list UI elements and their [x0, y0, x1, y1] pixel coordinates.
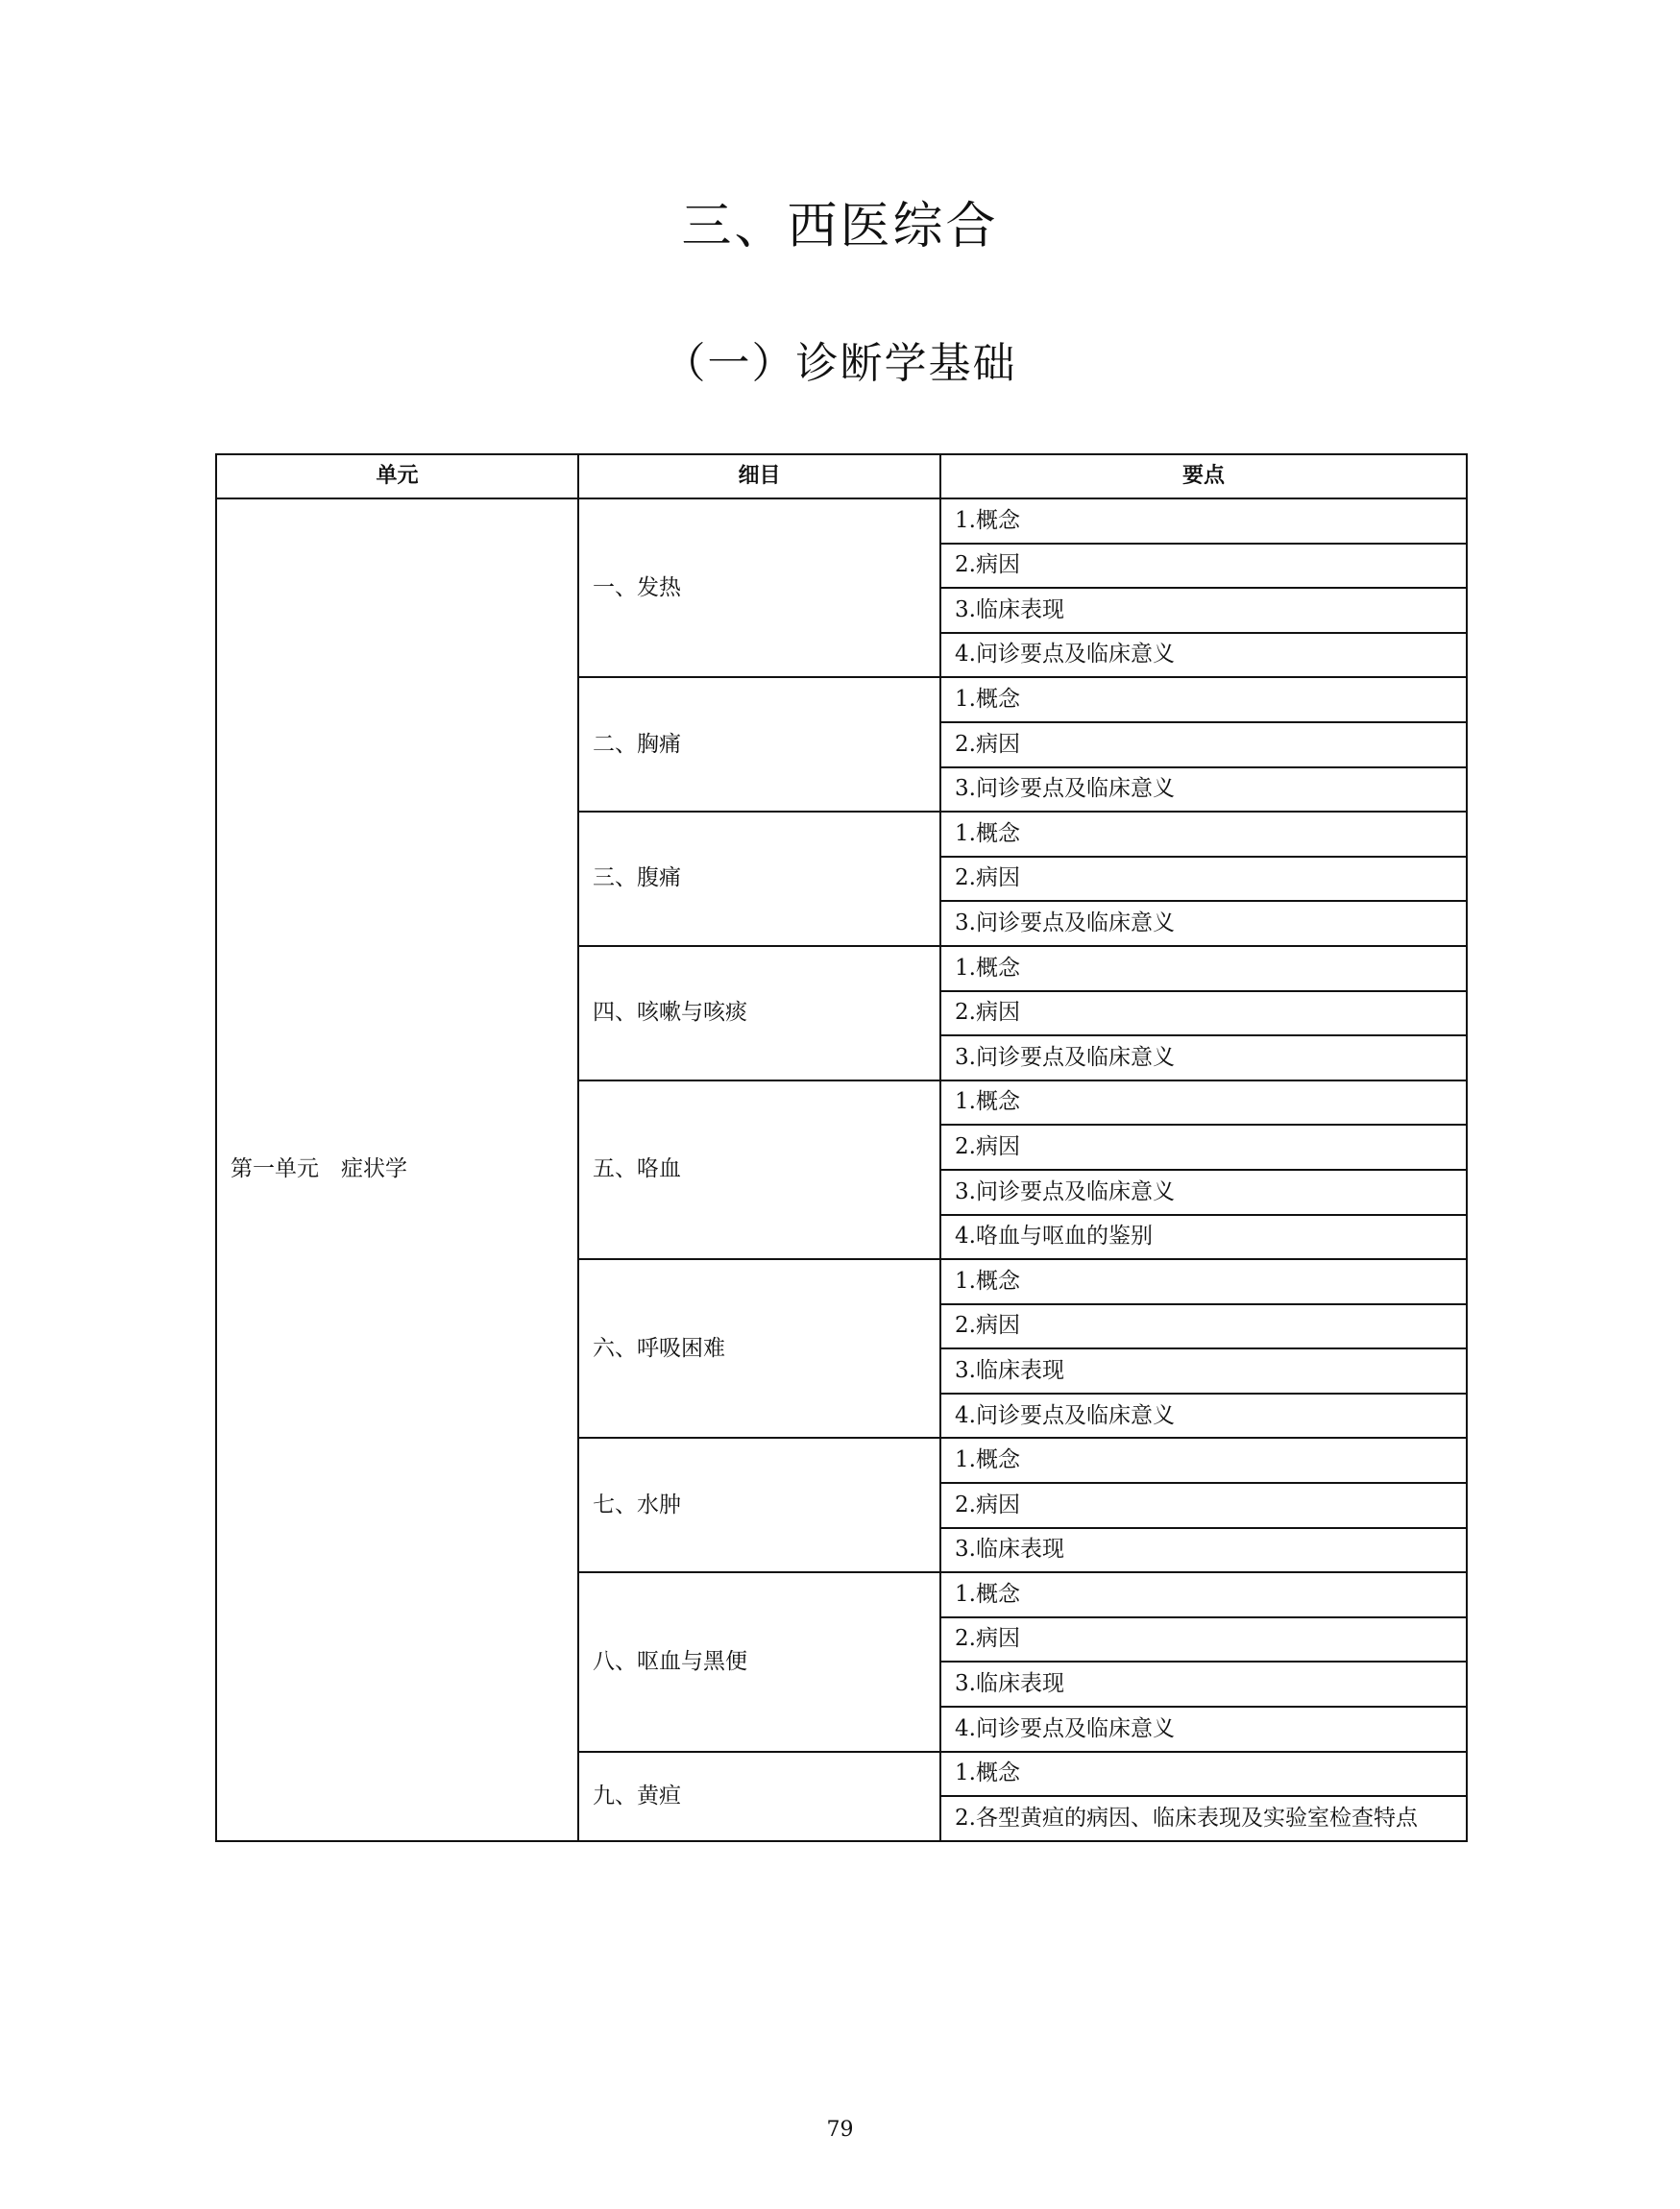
- point-cell: 1.概念: [940, 946, 1467, 991]
- table-row: [216, 498, 1467, 544]
- item-cell: 一、发热: [578, 498, 940, 677]
- item-cell: 八、呕血与黑便: [578, 1572, 940, 1751]
- table-body: [216, 498, 1467, 1841]
- point-cell: 3.临床表现: [940, 588, 1467, 633]
- page-number: 79: [826, 2118, 854, 2142]
- point-cell: 1.概念: [940, 498, 1467, 544]
- page-title: 三、西医综合: [681, 198, 999, 255]
- item-cell: 六、呼吸困难: [578, 1259, 940, 1438]
- point-cell: 3.问诊要点及临床意义: [940, 767, 1467, 813]
- point-cell: 1.概念: [940, 1438, 1467, 1483]
- point-cell: 2.病因: [940, 1617, 1467, 1663]
- point-cell: 1.概念: [940, 1752, 1467, 1797]
- item-cell: 四、咳嗽与咳痰: [578, 946, 940, 1080]
- table-header-row: [216, 454, 1467, 498]
- unit-cell: 第一单元 症状学: [216, 498, 578, 1841]
- header-unit: 单元: [216, 454, 578, 498]
- point-cell: 1.概念: [940, 1080, 1467, 1126]
- section-title: （一）诊断学基础: [663, 339, 1017, 388]
- item-cell: 九、黄疸: [578, 1752, 940, 1841]
- point-cell: 3.临床表现: [940, 1662, 1467, 1707]
- point-cell: 2.病因: [940, 857, 1467, 902]
- point-cell: 2.病因: [940, 1483, 1467, 1528]
- point-cell: 4.问诊要点及临床意义: [940, 633, 1467, 678]
- item-cell: 五、咯血: [578, 1080, 940, 1259]
- header-item: 细目: [578, 454, 940, 498]
- point-cell: 3.临床表现: [940, 1528, 1467, 1573]
- point-cell: 3.临床表现: [940, 1348, 1467, 1394]
- point-cell: 3.问诊要点及临床意义: [940, 1035, 1467, 1080]
- point-cell: 2.病因: [940, 544, 1467, 589]
- point-cell: 3.问诊要点及临床意义: [940, 1170, 1467, 1215]
- point-cell: 2.病因: [940, 991, 1467, 1036]
- point-cell: 1.概念: [940, 812, 1467, 857]
- point-cell: 4.问诊要点及临床意义: [940, 1707, 1467, 1752]
- point-cell: 1.概念: [940, 1259, 1467, 1304]
- point-cell: 2.病因: [940, 722, 1467, 767]
- point-cell: 2.病因: [940, 1304, 1467, 1349]
- point-cell: 1.概念: [940, 677, 1467, 722]
- item-cell: 七、水肿: [578, 1438, 940, 1572]
- item-cell: 二、胸痛: [578, 677, 940, 812]
- point-cell: 2.各型黄疸的病因、临床表现及实验室检查特点: [940, 1796, 1467, 1841]
- syllabus-table: [215, 453, 1468, 1842]
- point-cell: 4.咯血与呕血的鉴别: [940, 1215, 1467, 1260]
- point-cell: 3.问诊要点及临床意义: [940, 901, 1467, 946]
- point-cell: 4.问诊要点及临床意义: [940, 1394, 1467, 1439]
- header-point: 要点: [940, 454, 1467, 498]
- point-cell: 1.概念: [940, 1572, 1467, 1617]
- point-cell: 2.病因: [940, 1125, 1467, 1170]
- item-cell: 三、腹痛: [578, 812, 940, 946]
